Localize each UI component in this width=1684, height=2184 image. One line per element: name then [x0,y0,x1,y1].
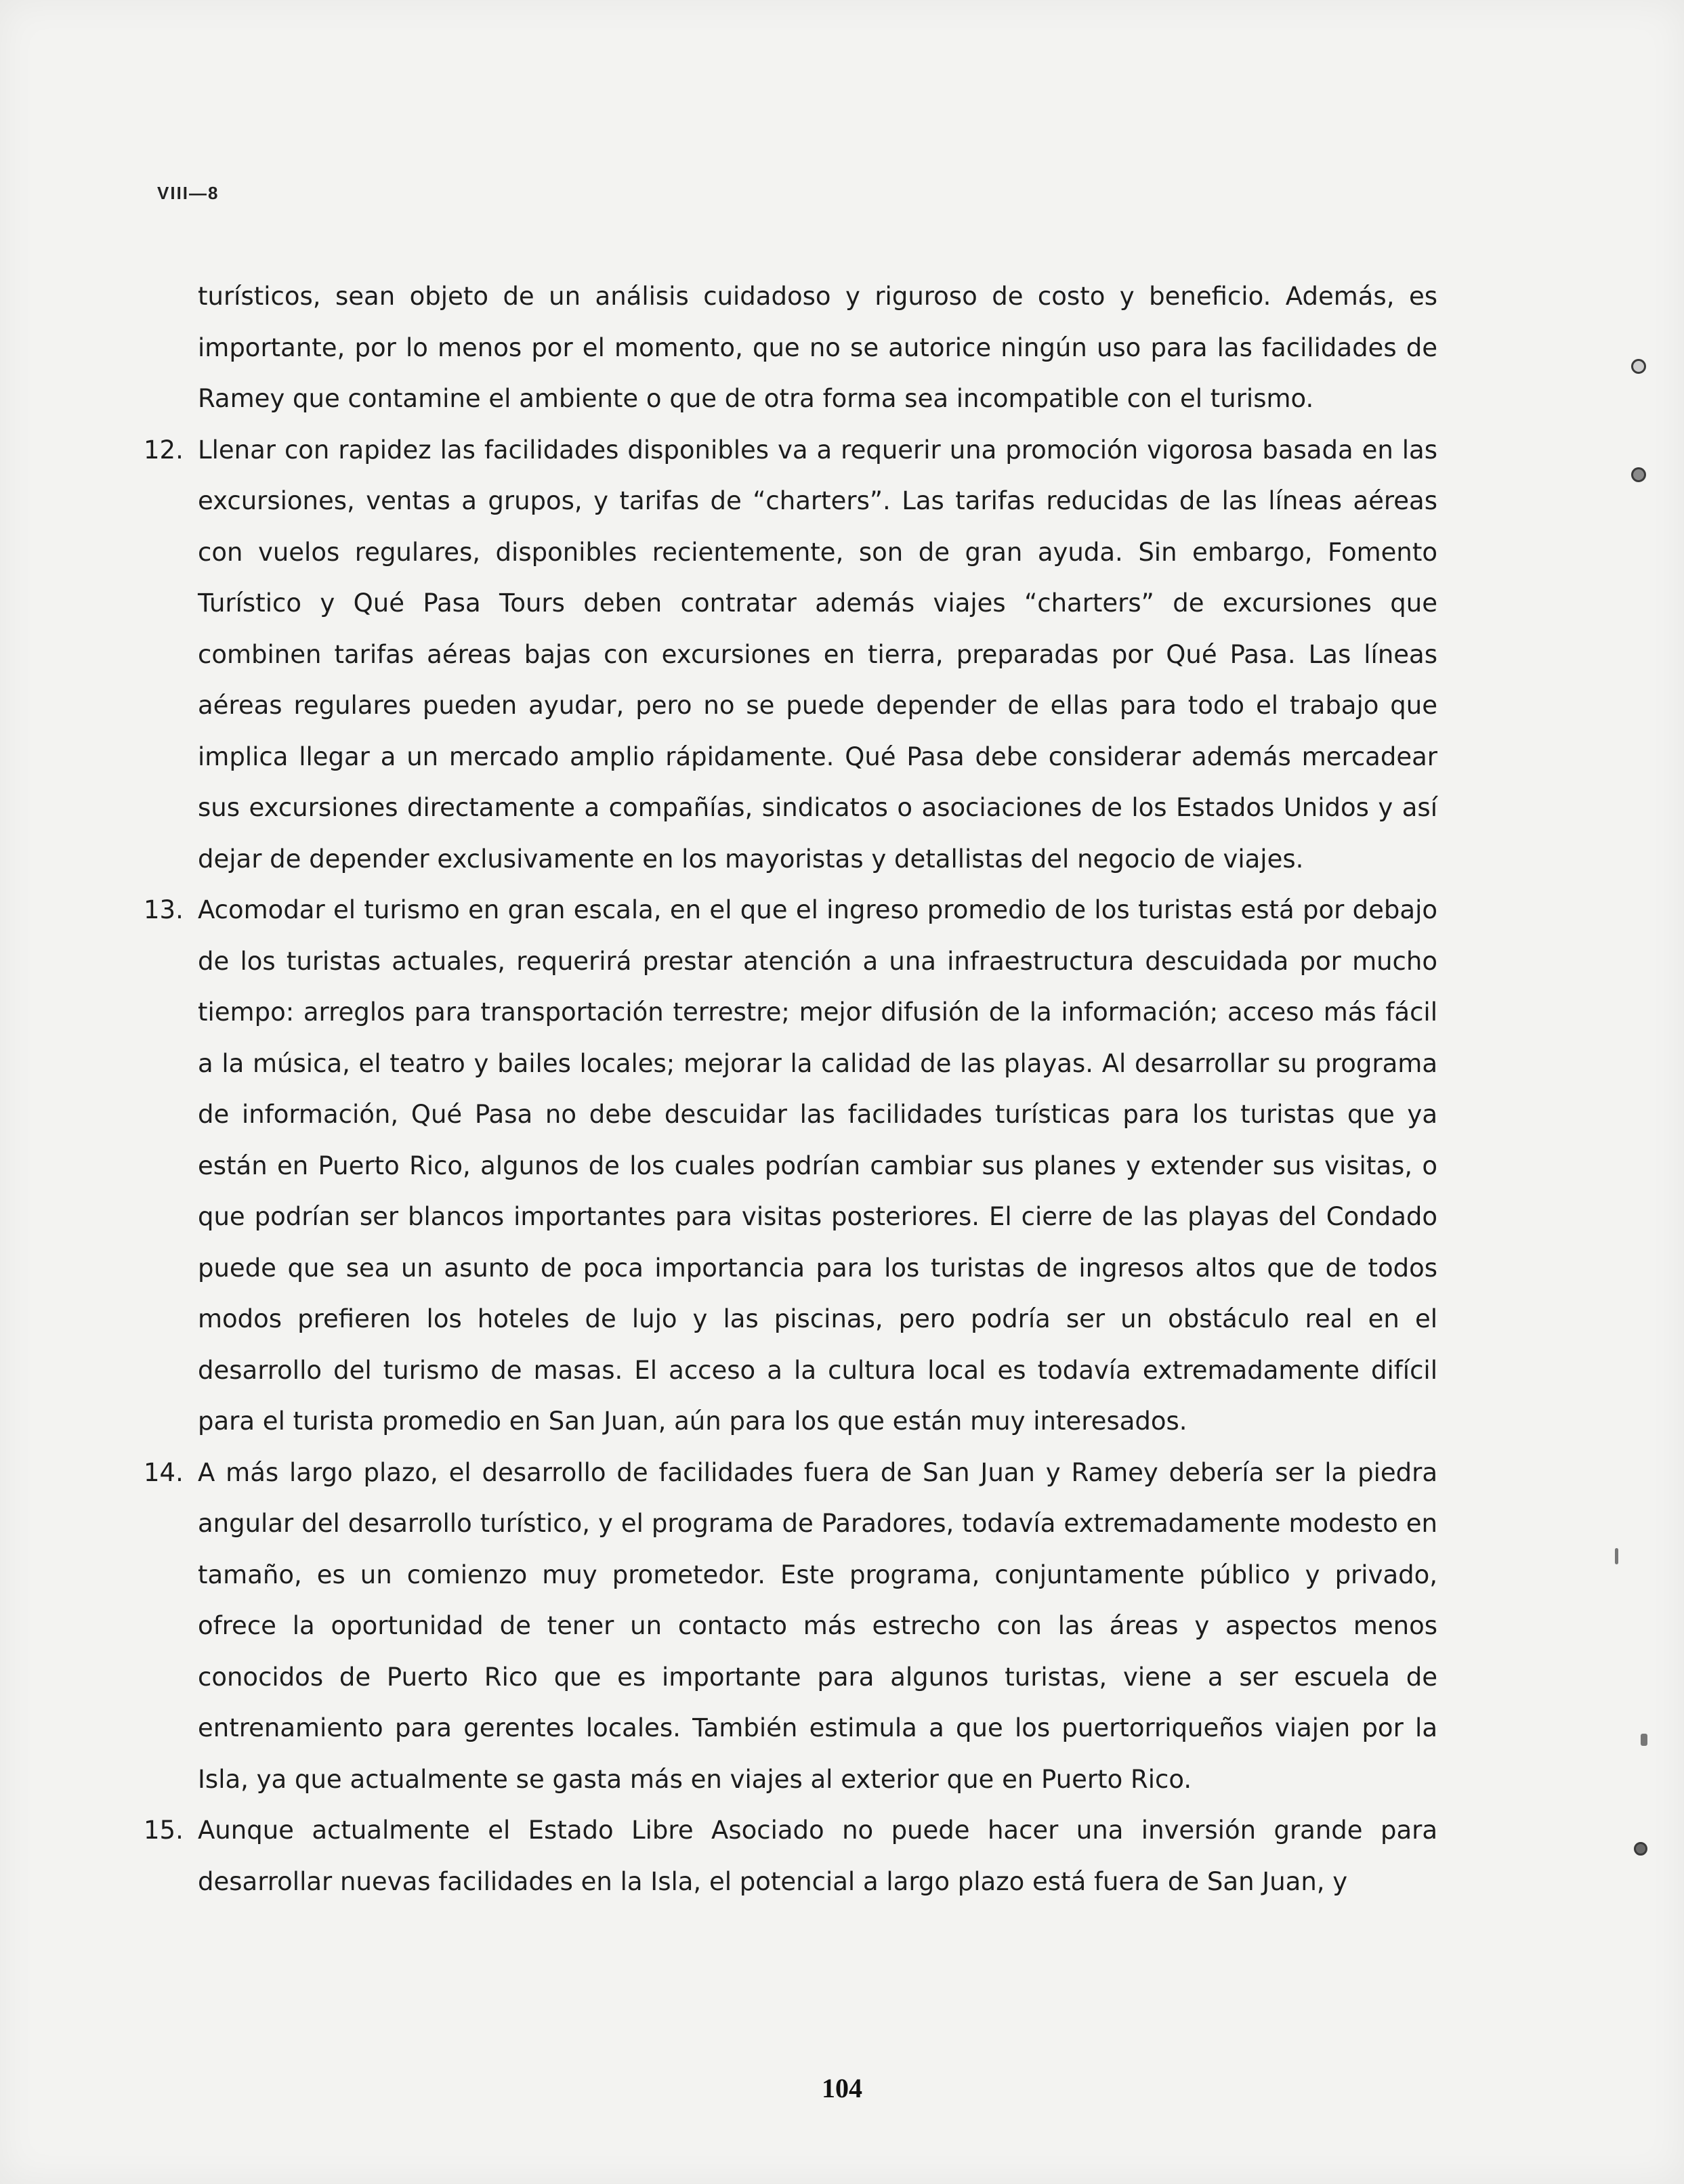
body-text [144,271,1437,1907]
item-number: 13. [144,895,184,924]
item-text: Aunque actualmente el Estado Libre Asociado no puede hacer una inversión grande para desarrollar nuevas facilidades en la Isla, el potencial a largo plazo está fuera de San Juan, y [198,1816,1437,1896]
binder-hole-icon [1634,1842,1647,1856]
item-text: A más largo plazo, el desarrollo de facilidades fuera de San Juan y Ramey debería ser la piedra angular del desarrollo turístico, y el programa de Paradores, todavía extremadamente modesto en tamaño, es un comienzo muy prometedor. Este programa, conjuntamente público y privado, ofrece la oportunidad de tener un contacto más estrecho con las áreas y aspectos menos conocidos de Puerto Rico que es importante para algunos turistas, viene a ser escuela de entrenamiento para gerentes locales. También estimula a que los puertorriqueños viajen por la Isla, ya que actualmente se gasta más en viajes al exterior que en Puerto Rico. [198,1457,1437,1794]
list-item-15 [144,1805,1437,1907]
item-text: Acomodar el turismo en gran escala, en el que el ingreso promedio de los turistas está por debajo de los turistas actuales, requerirá prestar atención a una infraestructura descuidada por mucho tiempo: arreglos para transportación terrestre; mejor difusión de la información; acceso más fácil a la música, el teatro y bailes locales; mejorar la calidad de las playas. Al desarrollar su programa de información, Qué Pasa no debe descuidar las facilidades turísticas para los turistas que ya están en Puerto Rico, algunos de los cuales podrían cambiar sus planes y extender sus visitas, o que podrían ser blancos importantes para visitas posteriores. El cierre de las playas del Condado puede que sea un asunto de poca importancia para los turistas de ingresos altos que de todos modos prefieren los hoteles de lujo y las piscinas, pero podría ser un obstáculo real en el desarrollo del turismo de masas. El acceso a la cultura local es todavía extremadamente difícil para el turista promedio en San Juan, aún para los que están muy interesados. [198,895,1437,1436]
list-item-14 [144,1447,1437,1805]
page-number: 104 [822,2073,862,2103]
scan-mark [1641,1734,1647,1746]
list-item-13 [144,884,1437,1447]
intro-paragraph: turísticos, sean objeto de un análisis cuidadoso y riguroso de costo y beneficio. Además, es importante, por lo menos por el momento, que no se autorice ningún uso para las facilidades de Ramey que contamine el ambiente o que de otra forma sea incompatible con el turismo. [198,282,1437,413]
item-number: 14. [144,1457,184,1487]
binder-hole-icon [1631,467,1646,482]
item-number: 12. [144,435,184,465]
item-number: 15. [144,1816,184,1845]
section-code: VIII—8 [157,183,219,203]
item-text: Llenar con rapidez las facilidades disponibles va a requerir una promoción vigorosa basada en las excursiones, ventas a grupos, y tarifas de “charters”. Las tarifas reducidas de las líneas aéreas con vuelos regulares, disponibles recientemente, son de gran ayuda. Sin embargo, Fomento Turístico y Qué Pasa Tours deben contratar además viajes “charters” de excursiones que combinen tarifas aéreas bajas con excursiones en tierra, preparadas por Qué Pasa. Las líneas aéreas regulares pueden ayudar, pero no se puede depender de ellas para todo el trabajo que implica llegar a un mercado amplio rápidamente. Qué Pasa debe considerar además mercadear sus excursiones directamente a compañías, sindicatos o asociaciones de los Estados Unidos y así dejar de depender exclusivamente en los mayoristas y detallistas del negocio de viajes. [198,435,1437,874]
list-item-12 [144,425,1437,885]
scan-mark [1615,1548,1618,1564]
binder-hole-icon [1631,359,1646,374]
